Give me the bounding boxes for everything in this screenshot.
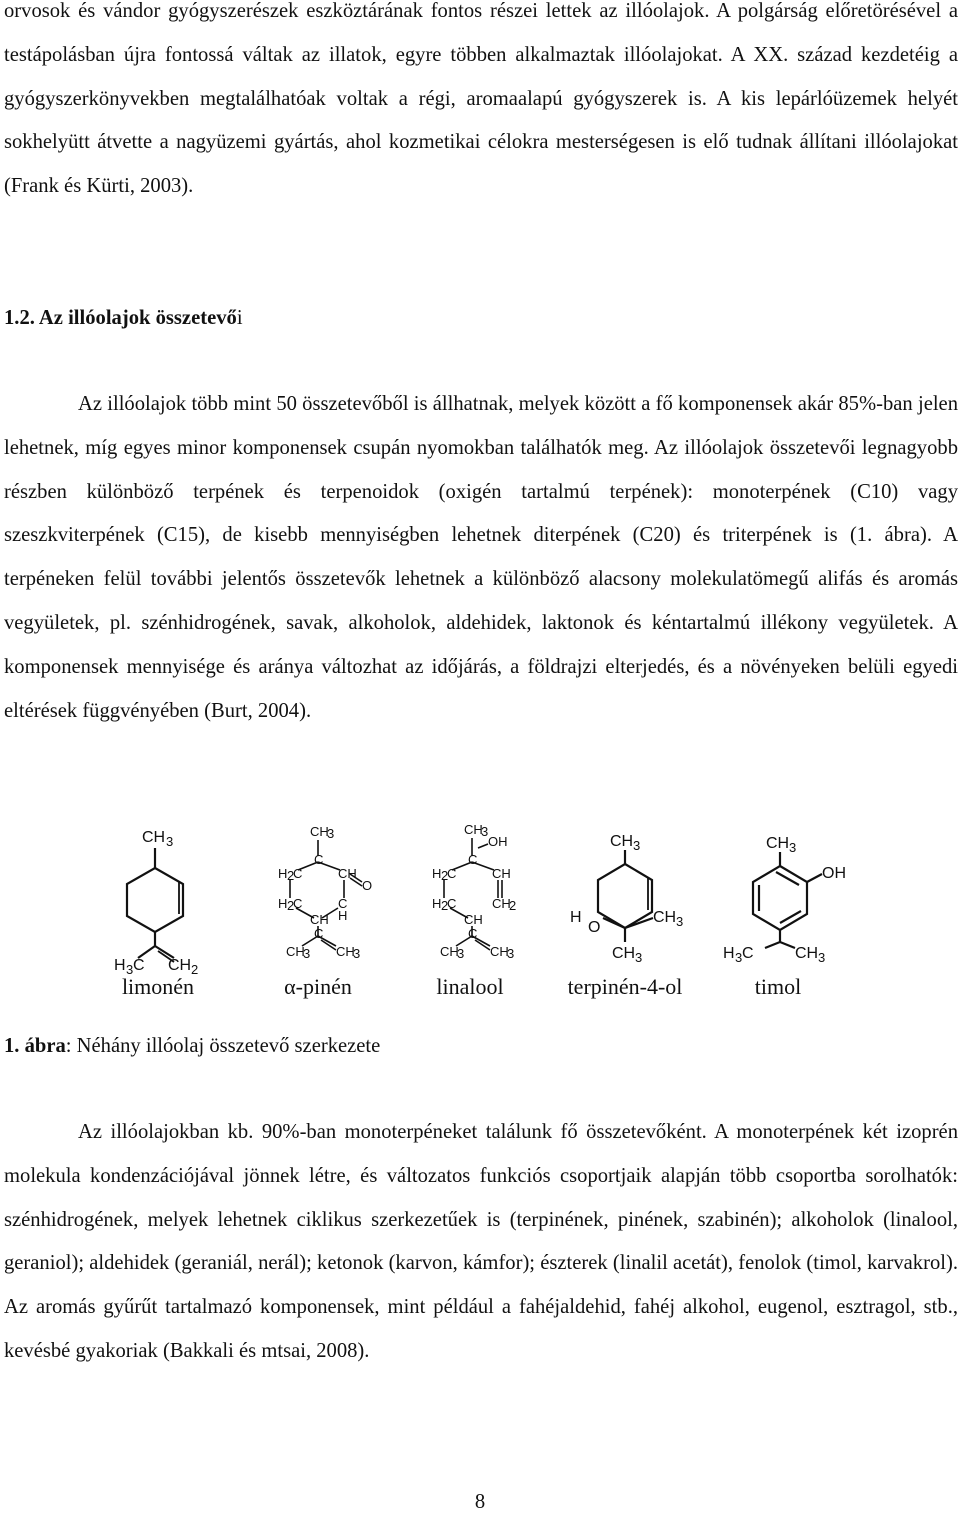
svg-text:3: 3 [481, 824, 489, 839]
svg-text:H: H [278, 896, 288, 911]
svg-text:H: H [432, 896, 442, 911]
svg-text:H: H [114, 957, 126, 974]
alpha-pinene-structure-icon [290, 840, 362, 950]
svg-text:2: 2 [441, 868, 449, 883]
svg-text:C: C [447, 866, 457, 881]
svg-text:C: C [314, 926, 324, 941]
svg-text:O: O [362, 878, 373, 893]
svg-text:CH: CH [795, 945, 819, 962]
terpinen-4-ol-structure-icon [598, 850, 653, 942]
svg-text:C: C [468, 852, 478, 867]
svg-text:C: C [447, 896, 457, 911]
molecule-name: linalool [436, 974, 504, 999]
molecule-name: terpinén-4-ol [567, 974, 683, 999]
svg-text:H: H [338, 908, 348, 923]
svg-text:2: 2 [287, 898, 295, 913]
svg-text:CH: CH [612, 945, 636, 962]
svg-text:C: C [338, 896, 348, 911]
svg-text:C: C [742, 945, 754, 962]
svg-text:CH: CH [142, 829, 166, 846]
svg-text:CH: CH [310, 912, 329, 927]
svg-text:CH: CH [336, 944, 355, 959]
figure-caption [4, 1026, 380, 1066]
svg-text:CH: CH [610, 833, 634, 850]
paragraph-monoterpenes: Az illóolajokban kb. 90%-ban monoterpéneket találunk fő összetevőként. A monoterpének két izoprén molekula kondenzációjával jönnek létre, és változatos funkciós csoportjaik alapján több csoportba sorolhatók: szénhidrogének, melyek lehetnek ciklikus szerkezetűek is (terpinének, pinének, szabinén); alkoholok (linalool, geraniol); aldehidek (geraniál, nerál); ketonok (karvon, kámfor); észterek (linalil acetát), fenolok (timol, karvakrol). Az aromás gyűrűt tartalmazó komponensek, mint például a fahéjaldehid, fahéj alkohol, eugenol, esztragol, stb., kevésbé gyakoriak (Bakkali és mtsai, 2008). [4, 1121, 958, 1362]
svg-text:CH: CH [492, 896, 511, 911]
paragraph-history: orvosok és vándor gyógyszerészek eszköztárának fontos részei lettek az illóolajok. A polgárság előretörésével a testápolásban újra fontossá váltak az illatok, egyre többen alkalmaztak illóolajokat. A XX. század kezdetéig a gyógyszerkönyvekben megtalálhatóak voltak a régi, aromaalapú gyógyszerek is. A kis lepárlóüzemek helyét sokhelyütt átvette a nagyüzemi gyártás, ahol kozmetikai célokra mesterségesen is elő tudnak állítani illóolajokat (Frank és Kürti, 2003). [4, 0, 958, 198]
svg-text:CH: CH [338, 866, 357, 881]
svg-text:CH: CH [310, 824, 329, 839]
section-heading [4, 298, 243, 338]
svg-text:3: 3 [735, 950, 743, 965]
svg-text:3: 3 [303, 946, 311, 961]
svg-text:3: 3 [166, 834, 174, 849]
svg-text:H: H [723, 945, 735, 962]
svg-text:2: 2 [509, 898, 517, 913]
svg-text:2: 2 [441, 898, 449, 913]
molecule-name: timol [754, 974, 802, 999]
svg-text:3: 3 [818, 950, 826, 965]
svg-text:CH: CH [440, 944, 459, 959]
svg-text:3: 3 [507, 946, 515, 961]
svg-text:H: H [278, 866, 288, 881]
svg-text:C: C [293, 866, 303, 881]
limonene-structure-icon [127, 848, 183, 962]
svg-text:C: C [293, 896, 303, 911]
svg-text:OH: OH [488, 834, 508, 849]
svg-text:2: 2 [191, 962, 199, 977]
figure-caption-text: : Néhány illóolaj összetevő szerkezete [65, 1035, 381, 1057]
figure-molecule-structures [100, 818, 900, 1008]
svg-text:3: 3 [635, 950, 643, 965]
molecule-name: α-pinén [284, 974, 352, 999]
svg-text:H: H [432, 866, 442, 881]
svg-text:3: 3 [327, 826, 335, 841]
svg-text:3: 3 [789, 840, 797, 855]
svg-text:CH: CH [492, 866, 511, 881]
svg-text:CH: CH [286, 944, 305, 959]
svg-text:3: 3 [676, 914, 684, 929]
section-title-tail: i [236, 307, 243, 329]
svg-text:2: 2 [287, 868, 295, 883]
svg-text:OH: OH [822, 865, 846, 882]
svg-text:CH: CH [766, 835, 790, 852]
svg-text:CH: CH [464, 822, 483, 837]
figure-caption-label: 1. ábra [4, 1035, 66, 1057]
svg-text:O: O [588, 919, 601, 936]
thymol-structure-icon [753, 852, 822, 948]
svg-text:H: H [570, 909, 582, 926]
section-number: 1.2. [4, 307, 35, 329]
svg-text:CH: CH [490, 944, 509, 959]
molecule-name: limonén [121, 974, 195, 999]
svg-text:3: 3 [126, 962, 134, 977]
svg-text:CH: CH [168, 957, 192, 974]
svg-text:C: C [468, 926, 478, 941]
svg-text:C: C [314, 852, 324, 867]
paragraph-components: Az illóolajok több mint 50 összetevőből is állhatnak, melyek között a fő komponensek akár 85%-ban jelen lehetnek, míg egyes minor komponensek csupán nyomokban találhatók meg. Az illóolajok összetevői legnagyobb részben különböző terpének és terpenoidok (oxigén tartalmú terpének): monoterpének (C10) vagy szeszkviterpének (C15), de kisebb mennyiségben lehetnek diterpének (C20) és triterpének is (1. ábra). A terpéneken felül további jelentős összetevők lehetnek a különböző alacsony molekulatömegű alifás és aromás vegyületek, pl. szénhidrogének, savak, alkoholok, aldehidek, laktonok és kéntartalmú illékony vegyületek. A komponensek mennyisége és aránya változhat az időjárás, a földrajzi elterjedés, és a növényeken belüli egyedi eltérések függvényében (Burt, 2004). [4, 393, 958, 722]
page-number: 8 [474, 1491, 486, 1513]
svg-text:3: 3 [457, 946, 465, 961]
svg-text:CH: CH [464, 912, 483, 927]
svg-text:C: C [133, 957, 145, 974]
section-title: Az illóolajok összetevő [38, 307, 237, 329]
svg-text:CH: CH [653, 909, 677, 926]
svg-text:3: 3 [633, 838, 641, 853]
svg-text:3: 3 [353, 946, 361, 961]
